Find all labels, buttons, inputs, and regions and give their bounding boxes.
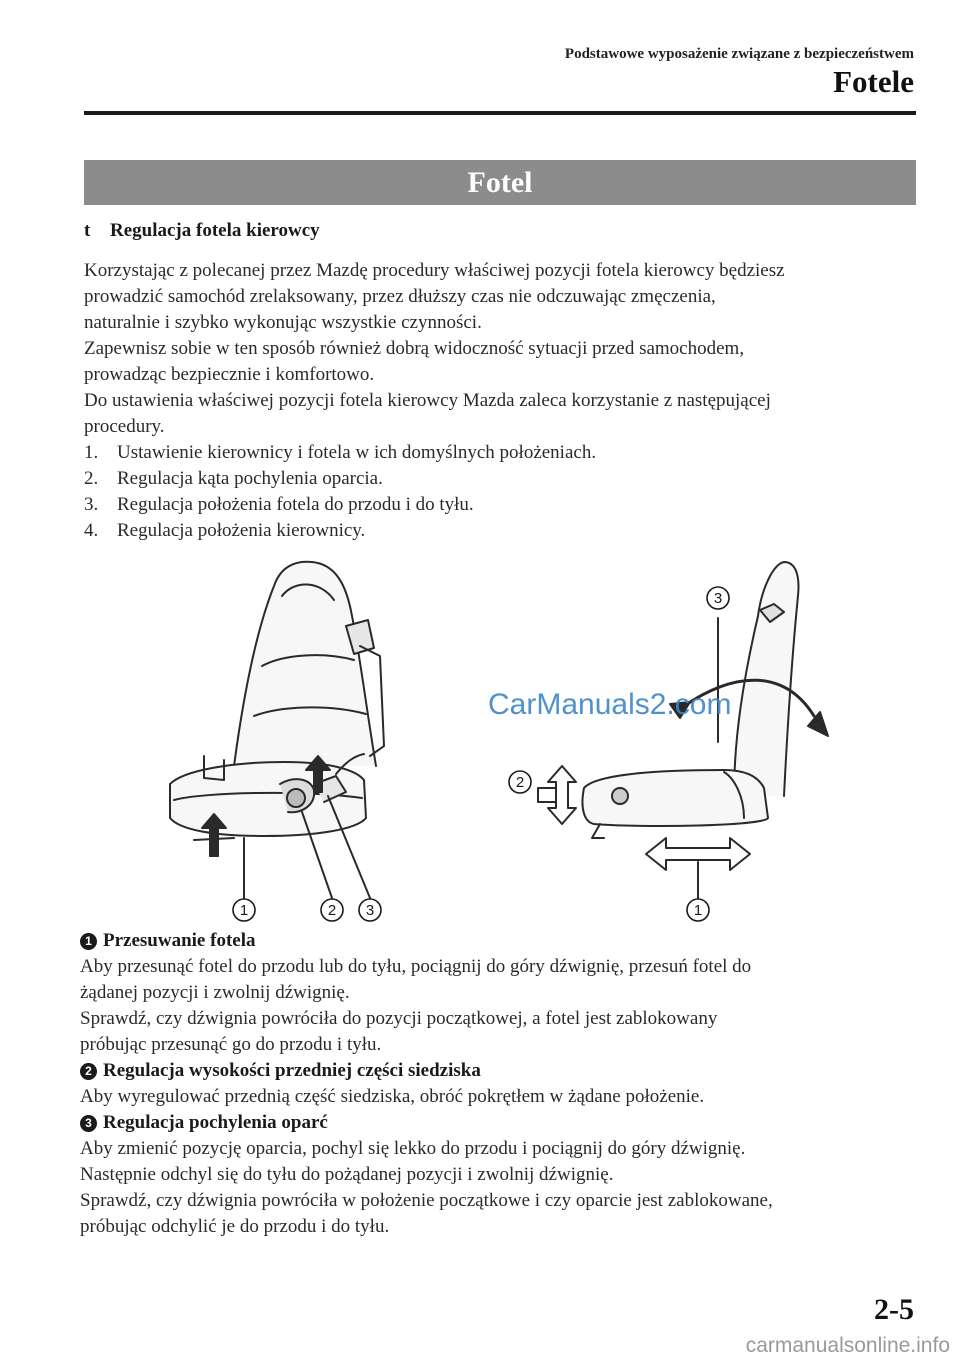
procedure-step bbox=[84, 440, 924, 466]
footer-watermark: carmanualsonline.info bbox=[745, 1334, 950, 1357]
section-heading-text: Regulacja fotela kierowcy bbox=[110, 220, 320, 241]
item-heading bbox=[80, 1058, 925, 1084]
item-line: żądanej pozycji i zwolnij dźwignię. bbox=[80, 982, 350, 1003]
item-line: próbując odchylić je do przodu i do tyłu. bbox=[80, 1216, 390, 1237]
intro-text bbox=[84, 258, 924, 544]
item-line: Sprawdź, czy dźwignia powróciła w położenie początkowe i czy oparcie jest zablokowane, bbox=[80, 1190, 773, 1211]
intro-line: Korzystając z polecanej przez Mazdę procedury właściwej pozycji fotela kierowcy będziesz bbox=[84, 260, 785, 281]
item-number-badge: 1 bbox=[80, 933, 97, 950]
callout-label: 2 bbox=[515, 774, 525, 791]
callout-label: 3 bbox=[713, 590, 723, 607]
seat-illustration bbox=[84, 556, 916, 928]
procedure-step bbox=[84, 492, 924, 518]
intro-line: Do ustawienia właściwej pozycji fotela kierowcy Mazda zaleca korzystanie z następującej bbox=[84, 390, 771, 411]
intro-line: prowadząc bezpiecznie i komfortowo. bbox=[84, 364, 375, 385]
intro-line: Zapewnisz sobie w ten sposób również dobrą widoczność sytuacji przed samochodem, bbox=[84, 338, 745, 359]
section-heading bbox=[84, 220, 320, 242]
step-number: 3. bbox=[84, 494, 99, 515]
item-line: Aby zmienić pozycję oparcia, pochyl się lekko do przodu i pociągnij do góry dźwignię. bbox=[80, 1138, 746, 1159]
intro-line: naturalnie i szybko wykonując wszystkie czynności. bbox=[84, 312, 482, 333]
item-heading-text: Przesuwanie fotela bbox=[103, 930, 256, 951]
seat-figure bbox=[84, 556, 916, 928]
callout-label: 1 bbox=[239, 902, 249, 919]
step-text: Ustawienie kierownicy i fotela w ich domyślnych położeniach. bbox=[117, 442, 597, 463]
step-text: Regulacja położenia kierownicy. bbox=[117, 520, 366, 541]
item-line: Aby przesunąć fotel do przodu lub do tyłu, pociągnij do góry dźwignię, przesuń fotel do bbox=[80, 956, 752, 977]
section-banner: Fotel bbox=[84, 160, 916, 205]
intro-line: procedury. bbox=[84, 416, 165, 437]
intro-line: prowadzić samochód zrelaksowany, przez dłuższy czas nie odczuwając zmęczenia, bbox=[84, 286, 716, 307]
item-section bbox=[80, 1058, 925, 1110]
figure-watermark: CarManuals2.com bbox=[488, 688, 732, 721]
item-heading-text: Regulacja wysokości przedniej części siedziska bbox=[103, 1060, 481, 1081]
item-line: próbując przesunąć go do przodu i tyłu. bbox=[80, 1034, 382, 1055]
item-heading-text: Regulacja pochylenia oparć bbox=[103, 1112, 328, 1133]
step-number: 1. bbox=[84, 442, 99, 463]
item-heading bbox=[80, 928, 925, 954]
header-rule bbox=[84, 111, 916, 115]
callout-label: 2 bbox=[327, 902, 337, 919]
procedure-step bbox=[84, 466, 924, 492]
item-number-badge: 2 bbox=[80, 1063, 97, 1080]
procedure-step bbox=[84, 518, 924, 544]
step-number: 2. bbox=[84, 468, 99, 489]
item-line: Sprawdź, czy dźwignia powróciła do pozycji początkowej, a fotel jest zablokowany bbox=[80, 1008, 718, 1029]
item-number-badge: 3 bbox=[80, 1115, 97, 1132]
callout-label: 3 bbox=[365, 902, 375, 919]
header-subtitle: Podstawowe wyposażenie związane z bezpieczeństwem bbox=[564, 46, 914, 62]
header-title: Fotele bbox=[833, 64, 914, 99]
callout-label: 1 bbox=[693, 902, 703, 919]
step-text: Regulacja kąta pochylenia oparcia. bbox=[117, 468, 383, 489]
item-line: Następnie odchyl się do tyłu do pożądanej pozycji i zwolnij dźwignię. bbox=[80, 1164, 614, 1185]
page-number: 2-5 bbox=[874, 1293, 914, 1326]
step-text: Regulacja położenia fotela do przodu i do tyłu. bbox=[117, 494, 474, 515]
item-section bbox=[80, 928, 925, 1058]
item-line: Aby wyregulować przednią część siedziska, obróć pokrętłem w żądane położenie. bbox=[80, 1086, 705, 1107]
item-heading bbox=[80, 1110, 925, 1136]
section-marker: t bbox=[84, 220, 91, 241]
step-number: 4. bbox=[84, 520, 99, 541]
seat-front-view bbox=[170, 562, 384, 856]
items-list bbox=[80, 928, 925, 1240]
item-section bbox=[80, 1110, 925, 1240]
